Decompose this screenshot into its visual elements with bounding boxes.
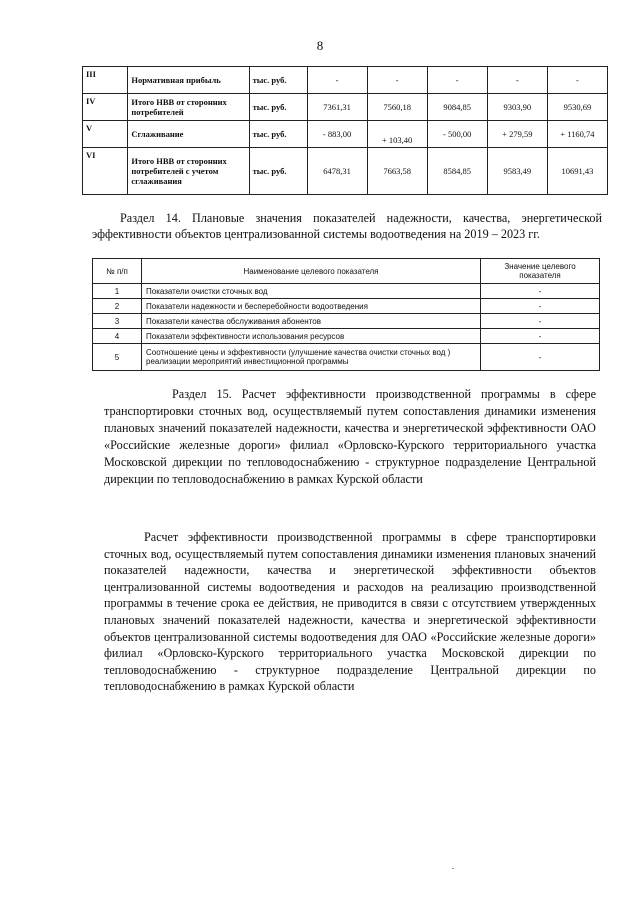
table-header-row <box>93 259 600 284</box>
section-15-body: Расчет эффективности производственной программы в сфере транспортировки сточных вод, осуществляемый путем сопоставления динамики изменения плановых значений показателей надежности, качества и энергетической эффективности объектов централизованной системы водоотведения и расходов на реализацию производственной программы в течение срока ее действия, не приводится в связи с отсутствием утвержденных плановых значений показателей надежности, качества и энергетической эффективности объектов централизованной системы водоотведения для ОАО «Российские железные дороги» филиал «Орловско-Курского территориального участка Московской дирекции по тепловодоснабжению - структурное подразделение Центральной дирекции по тепловодоснабжению в рамках Курской области <box>104 530 596 694</box>
page-number: 8 <box>316 38 324 53</box>
row-number: V <box>83 121 128 148</box>
cell-value: 7663,58 <box>367 148 427 195</box>
cell-value: - <box>487 67 547 94</box>
cell-value: - 883,00 <box>307 121 367 148</box>
cell-value: 7560,18 <box>367 94 427 121</box>
row-name: Показатели очистки сточных вод <box>142 284 481 299</box>
cell-value: 7361,31 <box>307 94 367 121</box>
cell-value: 10691,43 <box>547 148 607 195</box>
row-name: Сглаживание <box>128 121 249 148</box>
row-value: - <box>481 314 600 329</box>
cell-value: - <box>547 67 607 94</box>
row-name: Нормативная прибыль <box>128 67 249 94</box>
table-row <box>93 344 600 371</box>
table-row <box>83 121 608 148</box>
row-value: - <box>481 284 600 299</box>
row-name: Соотношение цены и эффективности (улучшение качества очистки сточных вод ) реализации мероприятий инвестиционной программы <box>142 344 481 371</box>
cell-value: + 279,59 <box>487 121 547 148</box>
row-unit: тыс. руб. <box>249 67 307 94</box>
cell-value: - <box>427 67 487 94</box>
cell-value: 6478,31 <box>307 148 367 195</box>
cell-value: 9084,85 <box>427 94 487 121</box>
table-row <box>93 329 600 344</box>
row-name: Итого НВВ от сторонних потребителей <box>128 94 249 121</box>
cell-value: + 1160,74 <box>547 121 607 148</box>
row-number: III <box>83 67 128 94</box>
row-name: Итого НВВ от сторонних потребителей с учетом сглаживания <box>128 148 249 195</box>
row-unit: тыс. руб. <box>249 94 307 121</box>
cell-value: 8584,85 <box>427 148 487 195</box>
row-number: 4 <box>93 329 142 344</box>
row-name: Показатели надежности и бесперебойности водоотведения <box>142 299 481 314</box>
row-number: 3 <box>93 314 142 329</box>
scan-speck <box>452 868 454 869</box>
column-header: Наименование целевого показателя <box>142 259 481 284</box>
row-value: - <box>481 329 600 344</box>
row-unit: тыс. руб. <box>249 121 307 148</box>
row-name: Показатели эффективности использования ресурсов <box>142 329 481 344</box>
table-row <box>83 148 608 195</box>
row-number: IV <box>83 94 128 121</box>
row-number: VI <box>83 148 128 195</box>
row-number: 5 <box>93 344 142 371</box>
cell-value: - <box>307 67 367 94</box>
row-value: - <box>481 299 600 314</box>
section-14-heading: Раздел 14. Плановые значения показателей надежности, качества, энергетической эффективности объектов централизованной системы водоотведения на 2019 – 2023 гг. <box>92 211 602 241</box>
column-header: № п/п <box>93 259 142 284</box>
table-row <box>93 314 600 329</box>
row-value: - <box>481 344 600 371</box>
cell-value: - 500,00 <box>427 121 487 148</box>
cell-value: 9583,49 <box>487 148 547 195</box>
row-number: 1 <box>93 284 142 299</box>
row-number: 2 <box>93 299 142 314</box>
tariff-table <box>82 66 608 195</box>
cell-value: 9303,90 <box>487 94 547 121</box>
table-row <box>93 299 600 314</box>
row-unit: тыс. руб. <box>249 148 307 195</box>
column-header: Значение целевого показателя <box>481 259 600 284</box>
table-row <box>93 284 600 299</box>
cell-value: 9530,69 <box>547 94 607 121</box>
cell-value: - <box>367 67 427 94</box>
cell-value: + 103,40 <box>382 135 413 145</box>
row-name: Показатели качества обслуживания абонентов <box>142 314 481 329</box>
indicators-table <box>92 258 600 371</box>
table-row <box>83 67 608 94</box>
table-row <box>83 94 608 121</box>
section-15-heading: Раздел 15. Расчет эффективности производственной программы в сфере транспортировки сточных вод, осуществляемый путем сопоставления динамики изменения плановых значений показателей надежности, качества и энергетической эффективности ОАО «Российские железные дороги» филиал «Орловско-Курского территориального участка Московской дирекции по тепловодоснабжению - структурное подразделение Центральной дирекции по тепловодоснабжению в рамках Курской области <box>104 387 596 486</box>
